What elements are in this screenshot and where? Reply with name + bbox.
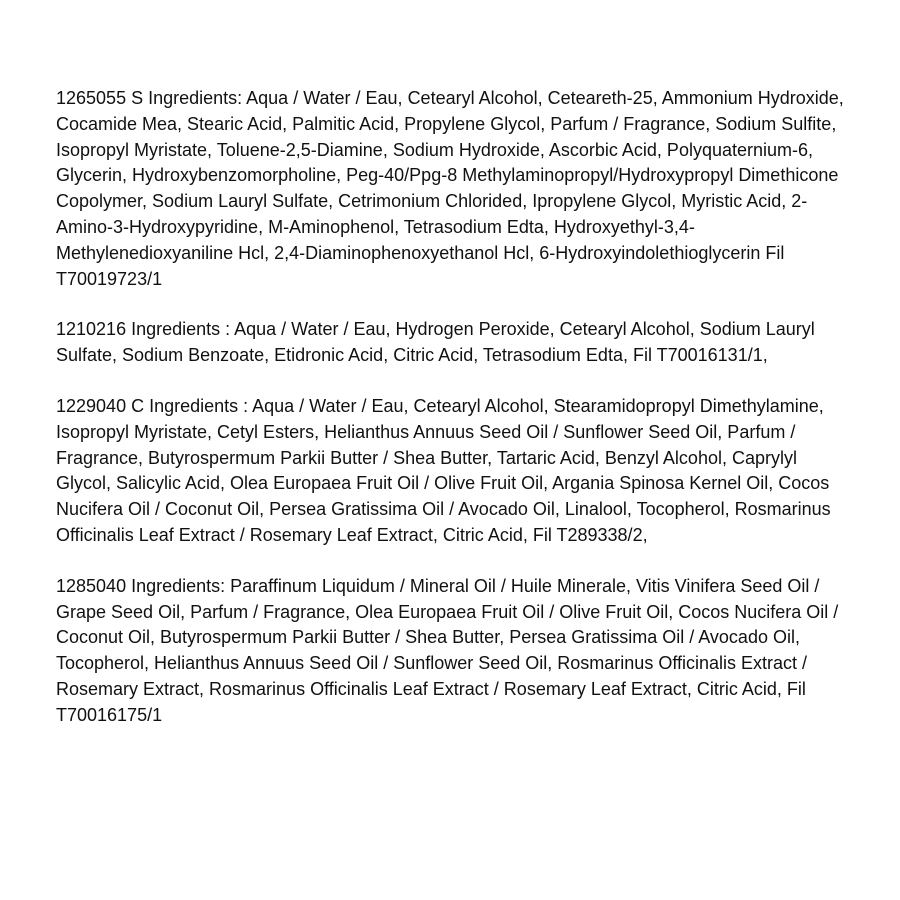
ingredient-list-1229040-c: 1229040 C Ingredients : Aqua / Water / Eau, Cetearyl Alcohol, Stearamidopropyl Dimethylamine, Isopropyl Myristate, Cetyl Esters, Helianthus Annuus Seed Oil / Sunflower Seed Oil, Parfum / Fragrance, Butyrospermum Parkii Butter / Shea Butter, Tartaric Acid, Benzyl Alcohol, Caprylyl Glycol, Salicylic Acid, Olea Europaea Fruit Oil / Olive Fruit Oil, Argania Spinosa Kernel Oil, Cocos Nucifera Oil / Coconut Oil, Persea Gratissima Oil / Avocado Oil, Linalool, Tocopherol, Rosmarinus Officinalis Leaf Extract / Rosemary Leaf Extract, Citric Acid, Fil T289338/2, — [56, 395, 831, 545]
ingredient-list-1285040: 1285040 Ingredients: Paraffinum Liquidum / Mineral Oil / Huile Minerale, Vitis Vinifera Seed Oil / Grape Seed Oil, Parfum / Fragrance, Olea Europaea Fruit Oil / Olive Fruit Oil, Cocos Nucifera Oil / Coconut Oil, Butyrospermum Parkii Butter / Shea Butter, Persea Gratissima Oil / Avocado Oil, Tocopherol, Helianthus Annuus Seed Oil / Sunflower Seed Oil, Rosmarinus Officinalis Extract / Rosemary Extract, Rosmarinus Officinalis Leaf Extract / Rosemary Leaf Extract, Citric Acid, Fil T70016175/1 — [56, 575, 839, 725]
ingredient-list-1265055-s: 1265055 S Ingredients: Aqua / Water / Eau, Cetearyl Alcohol, Ceteareth-25, Ammonium Hydroxide, Cocamide Mea, Stearic Acid, Palmitic Acid, Propylene Glycol, Parfum / Fragrance, Sodium Sulfite, Isopropyl Myristate, Toluene-2,5-Diamine, Sodium Hydroxide, Ascorbic Acid, Polyquaternium-6, Glycerin, Hydroxybenzomorpholine, Peg-40/Ppg-8 Methylaminopropyl/Hydroxypropyl Dimethicone Copolymer, Sodium Lauryl Sulfate, Cetrimonium Chlorided, Ipropylene Glycol, Myristic Acid, 2-Amino-3-Hydroxypyridine, M-Aminophenol, Tetrasodium Edta, Hydroxyethyl-3,4-Methylenedioxyaniline Hcl, 2,4-Diaminophenoxyethanol Hcl, 6-Hydroxyindolethioglycerin Fil T70019723/1 — [56, 88, 844, 289]
ingredients-document — [56, 86, 846, 754]
ingredient-list-1210216: 1210216 Ingredients : Aqua / Water / Eau, Hydrogen Peroxide, Cetearyl Alcohol, Sodium Lauryl Sulfate, Sodium Benzoate, Etidronic Acid, Citric Acid, Tetrasodium Edta, Fil T70016131/1, — [56, 319, 815, 366]
